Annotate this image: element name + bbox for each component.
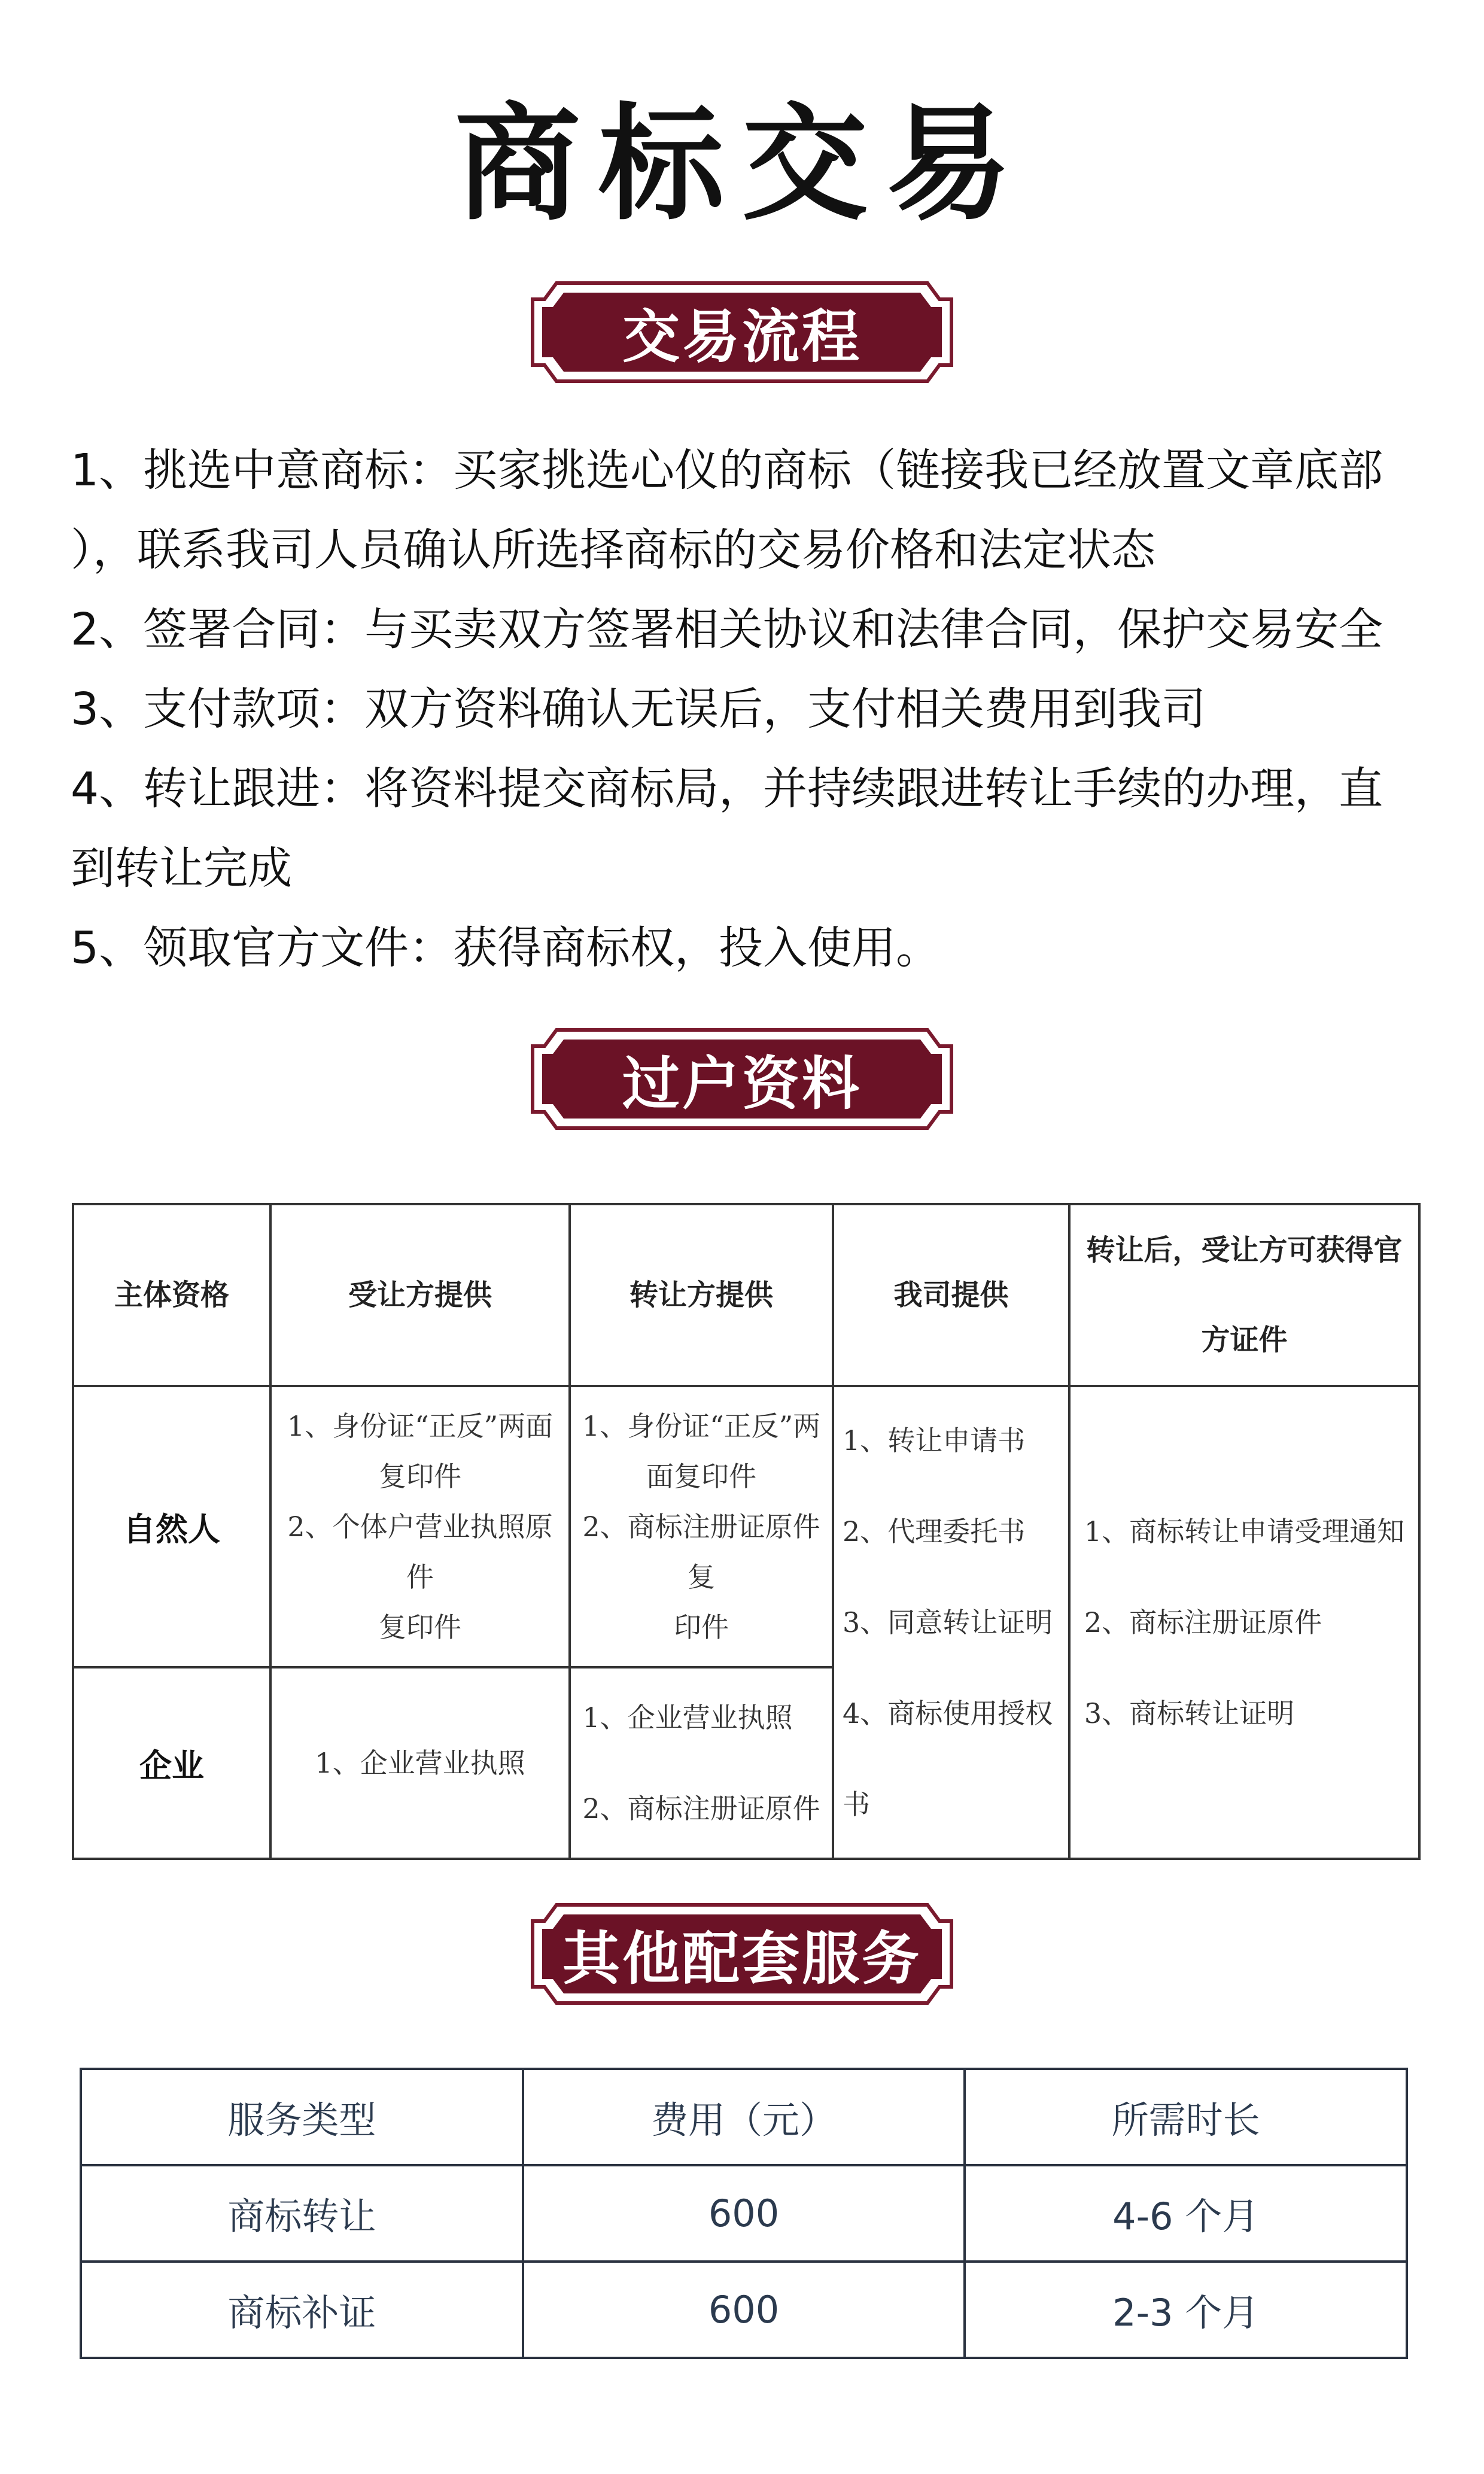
table-header-row — [81, 2069, 1407, 2165]
transfer-documents-table — [72, 1203, 1421, 1860]
list-item: 1、商标转让申请受理通知 — [1084, 1515, 1405, 1548]
section-banner-docs — [521, 1019, 963, 1139]
list-item: 1、转让申请书 — [843, 1424, 1026, 1457]
natural-assignee-cell — [270, 1386, 570, 1667]
list-item: 4、商标使用授权书 — [843, 1697, 1053, 1820]
header-certificates — [1069, 1204, 1419, 1386]
process-step-line: 3、支付款项：双方资料确认无误后，支付相关费用到我司 — [71, 683, 1206, 735]
process-steps — [71, 431, 1417, 988]
row-subject-enterprise: 企业 — [73, 1667, 270, 1859]
table-header-row — [73, 1204, 1419, 1386]
list-item: 2、个体户营业执照原件 — [287, 1510, 553, 1593]
services-table — [80, 2068, 1408, 2359]
process-step-line: ），联系我司人员确认所选择商标的交易价格和法定状态 — [71, 524, 1155, 576]
list-item: 1、身份证“正反”两 — [582, 1410, 821, 1442]
list-item: 1、企业营业执照 — [582, 1701, 793, 1734]
list-item: 3、同意转让证明 — [843, 1606, 1053, 1639]
section-banner-process — [521, 272, 963, 392]
process-step-line: 5、领取官方文件：获得商标权，投入使用。 — [71, 922, 941, 974]
natural-assignor-cell — [570, 1386, 833, 1667]
table-row — [81, 2165, 1407, 2262]
certificates-cell — [1069, 1386, 1419, 1859]
header-certificates-line: 方证件 — [1201, 1323, 1288, 1357]
fee-cell: 600 — [523, 2262, 965, 2358]
header-we-provide: 我司提供 — [833, 1204, 1069, 1386]
list-item: 复印件 — [379, 1460, 461, 1493]
enterprise-assignee-cell — [270, 1667, 570, 1859]
list-item: 复印件 — [379, 1611, 461, 1643]
header-duration: 所需时长 — [965, 2069, 1407, 2165]
header-certificates-line: 转让后，受让方可获得官 — [1086, 1233, 1403, 1267]
process-step-line: 2、签署合同：与买卖双方签署相关协议和法律合同，保护交易安全 — [71, 604, 1383, 655]
process-step-line: 1、挑选中意商标：买家挑选心仪的商标（链接我已经放置文章底部 — [71, 445, 1383, 496]
enterprise-assignor-cell — [570, 1667, 833, 1859]
list-item: 3、商标转让证明 — [1084, 1697, 1295, 1730]
table-row — [73, 1386, 1419, 1667]
list-item: 2、商标注册证原件 — [1084, 1606, 1322, 1639]
duration-cell: 4-6 个月 — [965, 2165, 1407, 2262]
section-title-services: 其他配套服务 — [562, 1925, 922, 1992]
header-assignee: 受让方提供 — [270, 1204, 570, 1386]
process-step-line: 到转让完成 — [71, 843, 292, 894]
list-item: 2、商标注册证原件复 — [582, 1510, 820, 1593]
list-item: 2、商标注册证原件 — [582, 1792, 820, 1825]
header-subject: 主体资格 — [73, 1204, 270, 1386]
header-fee: 费用（元） — [523, 2069, 965, 2165]
header-service-type: 服务类型 — [81, 2069, 523, 2165]
we-provide-cell — [833, 1386, 1069, 1859]
page-title: 商标交易 — [454, 91, 1029, 238]
fee-cell: 600 — [523, 2165, 965, 2262]
service-type-cell: 商标转让 — [81, 2165, 523, 2262]
table-row — [81, 2262, 1407, 2358]
row-subject-natural: 自然人 — [73, 1386, 270, 1667]
header-assignor: 转让方提供 — [570, 1204, 833, 1386]
list-item: 印件 — [674, 1611, 729, 1643]
list-item: 1、企业营业执照 — [315, 1747, 525, 1779]
duration-cell: 2-3 个月 — [965, 2262, 1407, 2358]
service-type-cell: 商标补证 — [81, 2262, 523, 2358]
section-banner-services — [521, 1894, 963, 2014]
list-item: 1、身份证“正反”两面 — [287, 1410, 554, 1442]
section-title-process: 交易流程 — [622, 303, 862, 370]
list-item: 2、代理委托书 — [843, 1515, 1026, 1548]
process-step-line: 4、转让跟进：将资料提交商标局，并持续跟进转让手续的办理，直 — [71, 763, 1383, 814]
section-title-docs: 过户资料 — [622, 1050, 862, 1117]
list-item: 面复印件 — [646, 1460, 756, 1493]
